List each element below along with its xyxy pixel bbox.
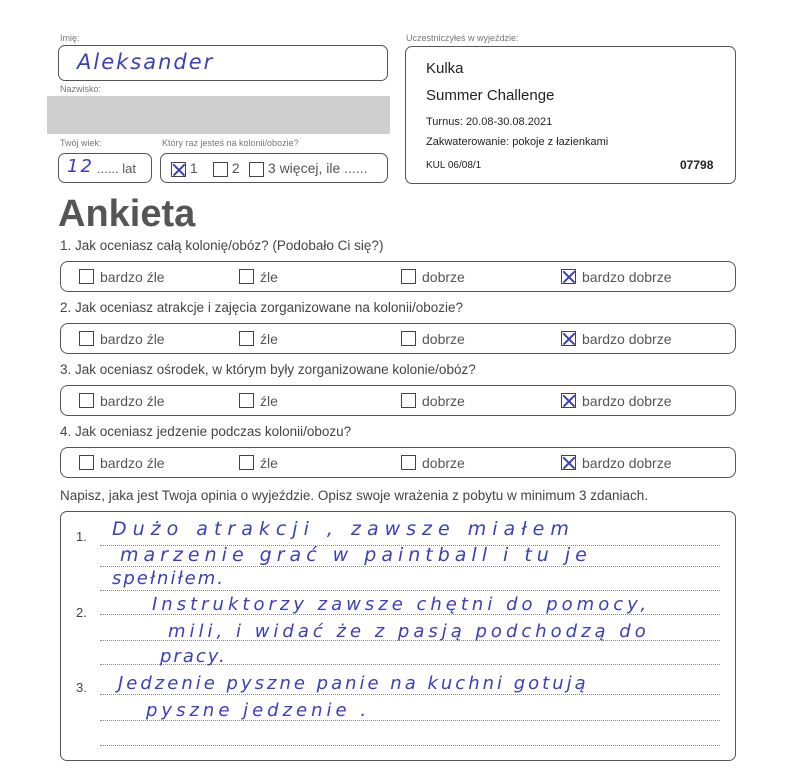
checkbox-icon[interactable]	[239, 331, 254, 346]
answer-option[interactable]	[79, 331, 165, 347]
writing-line	[100, 590, 720, 591]
answer-option-label: dobrze	[422, 393, 465, 409]
camp-program: Summer Challenge	[426, 87, 555, 104]
answer-option[interactable]	[239, 331, 278, 347]
checkbox-icon[interactable]	[239, 269, 254, 284]
checkbox-icon[interactable]	[561, 455, 576, 470]
answer-option[interactable]	[79, 269, 165, 285]
answer-option-label: źle	[260, 331, 278, 347]
answer-option-label: dobrze	[422, 455, 465, 471]
opinion-line-1: Dużo atrakcji , zawsze miałem	[112, 518, 575, 540]
answer-option-label: dobrze	[422, 269, 465, 285]
opinion-line-6: pracy.	[160, 646, 227, 667]
times-label: Który raz jesteś na kolonii/obozie?	[162, 138, 299, 148]
checkbox-icon[interactable]	[79, 331, 94, 346]
answer-option-label: bardzo dobrze	[582, 331, 672, 347]
checkbox-icon[interactable]	[401, 269, 416, 284]
answer-option[interactable]	[239, 455, 278, 471]
times-option-1[interactable]	[171, 160, 198, 177]
times-option-3[interactable]	[249, 160, 367, 177]
answer-option[interactable]	[79, 455, 165, 471]
answer-option[interactable]	[401, 331, 465, 347]
answer-option[interactable]	[401, 269, 465, 285]
checkbox-icon[interactable]	[561, 393, 576, 408]
answer-option-label: bardzo dobrze	[582, 269, 672, 285]
answer-option[interactable]	[561, 393, 672, 409]
opinion-number-3: 3.	[76, 680, 87, 695]
checkbox-icon[interactable]	[401, 331, 416, 346]
checkbox-icon[interactable]	[239, 455, 254, 470]
camp-name: Kulka	[426, 60, 464, 77]
answer-option-label: bardzo dobrze	[582, 393, 672, 409]
opinion-line-4: Instruktorzy zawsze chętni do pomocy,	[152, 594, 651, 615]
opinion-line-7: Jedzenie pyszne panie na kuchni gotują	[118, 673, 589, 694]
camp-turnus: Turnus: 20.08-30.08.2021	[426, 116, 553, 128]
answer-row-3	[60, 385, 736, 416]
opinion-line-3: spełniłem.	[112, 568, 225, 589]
writing-line	[100, 745, 720, 746]
name-field[interactable]	[58, 45, 388, 81]
answer-row-2	[60, 323, 736, 354]
checkbox-icon[interactable]	[79, 269, 94, 284]
checkbox-icon[interactable]	[79, 393, 94, 408]
times-option-2[interactable]	[213, 160, 240, 177]
participant-label: Uczestniczyłeś w wyjeździe:	[406, 33, 519, 43]
name-value: Aleksander	[77, 50, 215, 74]
camp-number: 07798	[680, 158, 714, 172]
checkbox-icon[interactable]	[561, 269, 576, 284]
question-3: 3. Jak oceniasz ośrodek, w którym były zorganizowane kolonie/obóz?	[60, 362, 476, 377]
opinion-line-2: marzenie grać w paintball i tu je	[120, 544, 592, 566]
answer-option-label: bardzo dobrze	[582, 455, 672, 471]
answer-option[interactable]	[561, 331, 672, 347]
checkbox-icon[interactable]	[79, 455, 94, 470]
age-field[interactable]	[58, 153, 152, 183]
name-label: Imię:	[60, 33, 80, 43]
answer-option[interactable]	[561, 455, 672, 471]
times-option-label: 1	[189, 160, 198, 176]
answer-option-label: dobrze	[422, 331, 465, 347]
question-4: 4. Jak oceniasz jedzenie podczas kolonii/obozu?	[60, 424, 352, 439]
opinion-number-1: 1.	[76, 529, 87, 544]
checkbox-icon[interactable]	[401, 393, 416, 408]
checkbox-icon[interactable]	[213, 162, 228, 177]
opinion-prompt: Napisz, jaka jest Twoja opinia o wyjeździe. Opisz swoje wrażenia z pobytu w minimum 3 zdaniach.	[60, 488, 649, 503]
answer-option[interactable]	[401, 455, 465, 471]
answer-option-label: źle	[260, 393, 278, 409]
times-field	[160, 153, 388, 183]
question-1: 1. Jak oceniasz całą kolonię/obóz? (Podobało Ci się?)	[60, 238, 384, 253]
times-option-label: 3 więcej, ile ......	[267, 160, 368, 176]
opinion-number-2: 2.	[76, 605, 87, 620]
answer-option[interactable]	[79, 393, 165, 409]
checkbox-icon[interactable]	[239, 393, 254, 408]
checkbox-icon[interactable]	[171, 162, 186, 177]
camp-code: KUL 06/08/1	[426, 160, 482, 171]
age-suffix: ...... lat	[97, 161, 137, 176]
age-value: 12	[67, 156, 94, 177]
surname-label: Nazwisko:	[60, 84, 102, 94]
times-option-label: 2	[231, 160, 240, 176]
page-title: Ankieta	[58, 193, 196, 235]
camp-accommodation: Zakwaterowanie: pokoje z łazienkami	[426, 136, 609, 148]
answer-row-1	[60, 261, 736, 292]
writing-line	[100, 694, 720, 695]
checkbox-icon[interactable]	[249, 162, 264, 177]
opinion-line-5: mili, i widać że z pasją podchodzą do	[168, 621, 650, 642]
answer-option[interactable]	[561, 269, 672, 285]
answer-option-label: źle	[260, 269, 278, 285]
answer-row-4	[60, 447, 736, 478]
answer-option[interactable]	[239, 393, 278, 409]
answer-option-label: bardzo źle	[100, 269, 165, 285]
opinion-line-8: pyszne jedzenie .	[146, 700, 371, 721]
writing-line	[100, 566, 720, 567]
answer-option[interactable]	[401, 393, 465, 409]
age-label: Twój wiek:	[60, 138, 102, 148]
checkbox-icon[interactable]	[561, 331, 576, 346]
answer-option-label: źle	[260, 455, 278, 471]
answer-option[interactable]	[239, 269, 278, 285]
surname-redaction	[47, 96, 390, 134]
checkbox-icon[interactable]	[401, 455, 416, 470]
question-2: 2. Jak oceniasz atrakcje i zajęcia zorganizowane na kolonii/obozie?	[60, 300, 463, 315]
answer-option-label: bardzo źle	[100, 393, 165, 409]
answer-option-label: bardzo źle	[100, 331, 165, 347]
answer-option-label: bardzo źle	[100, 455, 165, 471]
